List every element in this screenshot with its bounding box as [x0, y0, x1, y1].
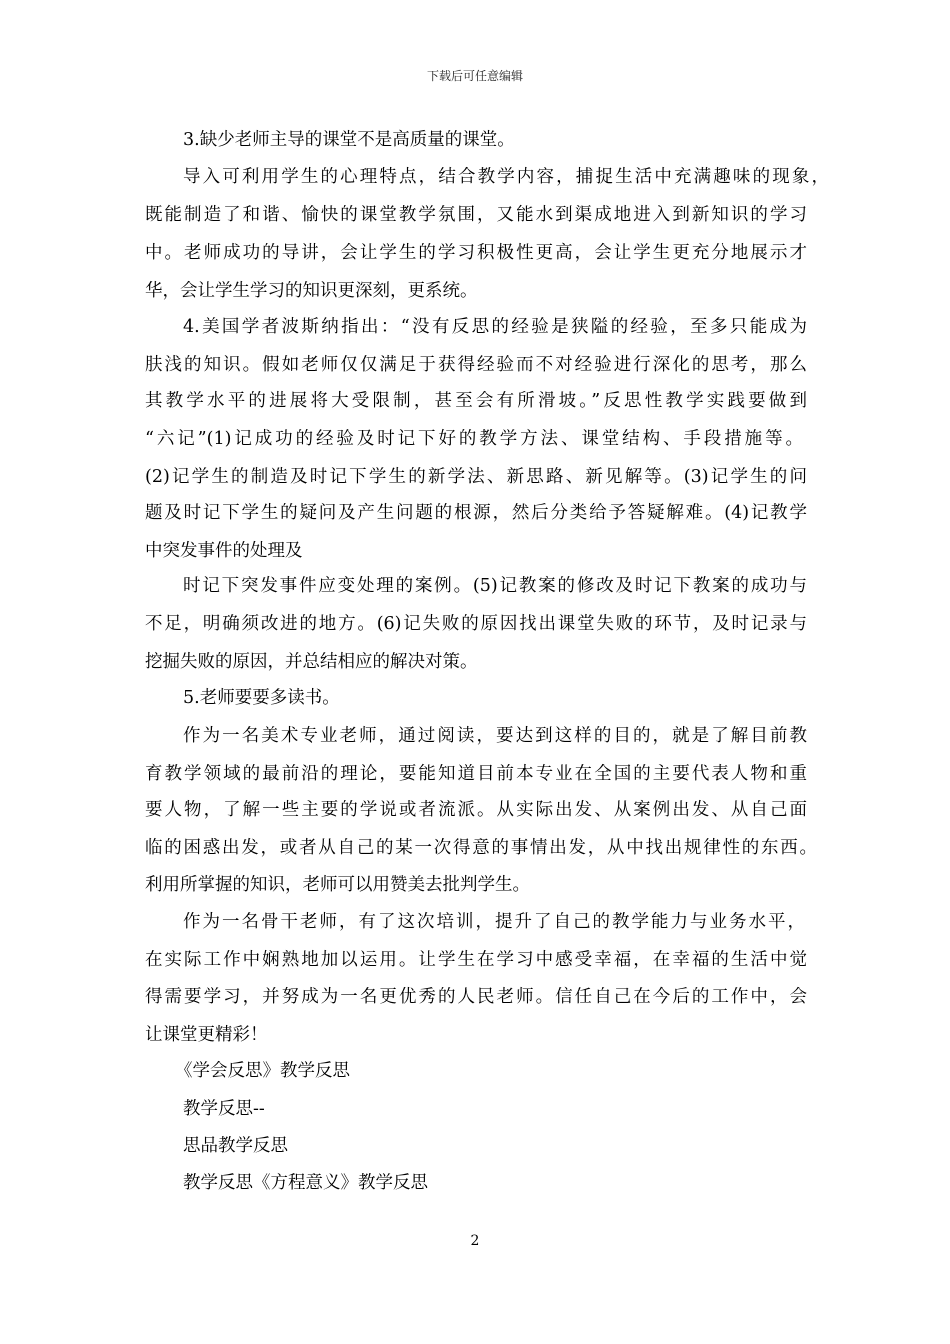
text-line: 导入可利用学生的心理特点，结合教学内容，捕捉生活中充满趣味的现象，: [183, 167, 829, 187]
text-line: 中突发事件的处理及: [145, 541, 303, 561]
text-line: 《学会反思》教学反思: [175, 1061, 350, 1081]
text-line: 作为一名骨干老师，有了这次培训，提升了自己的教学能力与业务水平，: [183, 912, 805, 932]
text-line: 其教学水平的进展将大受限制，甚至会有所滑坡。”反思性教学实践要做到: [145, 391, 807, 411]
text-line: 题及时记下学生的疑问及产生问题的根源，然后分类给予答疑解难。(4)记教学: [145, 503, 807, 523]
text-line: 要人物，了解一些主要的学说或者流派。从实际出发、从案例出发、从自己面: [145, 800, 807, 820]
text-line: 不足，明确须改进的地方。(6)记失败的原因找出课堂失败的环节，及时记录与: [145, 614, 807, 634]
text-line: 挖掘失败的原因，并总结相应的解决对策。: [145, 652, 478, 672]
text-line: 中。老师成功的导讲，会让学生的学习积极性更高，会让学生更充分地展示才: [145, 243, 807, 263]
text-line: 华，会让学生学习的知识更深刻，更系统。: [145, 281, 478, 301]
text-line: 5.老师要要多读书。: [183, 688, 340, 708]
text-line: 育教学领域的最前沿的理论，要能知道目前本专业在全国的主要代表人物和重: [145, 764, 807, 784]
text-line: 肤浅的知识。假如老师仅仅满足于获得经验而不对经验进行深化的思考，那么: [145, 355, 807, 375]
page-number: 2: [470, 1233, 480, 1249]
text-line: 既能制造了和谐、愉快的课堂教学氛围，又能水到渠成地进入到新知识的学习: [145, 205, 807, 225]
text-line: 时记下突发事件应变处理的案例。(5)记教案的修改及时记下教案的成功与: [183, 576, 807, 596]
text-line: 临的困惑出发，或者从自己的某一次得意的事情出发，从中找出规律性的东西。: [145, 838, 817, 858]
text-line: 思品教学反思: [183, 1136, 288, 1156]
text-line: (2)记学生的制造及时记下学生的新学法、新思路、新见解等。(3)记学生的问: [145, 467, 807, 487]
text-line: 4.美国学者波斯纳指出：“没有反思的经验是狭隘的经验，至多只能成为: [183, 317, 807, 337]
text-line: 作为一名美术专业老师，通过阅读，要达到这样的目的，就是了解目前教: [183, 726, 807, 746]
text-line: 3.缺少老师主导的课堂不是高质量的课堂。: [183, 130, 515, 150]
text-line: 得需要学习，并努成为一名更优秀的人民老师。信任自己在今后的工作中，会: [145, 987, 807, 1007]
text-line: 教学反思《方程意义》教学反思: [183, 1173, 428, 1193]
text-line: 利用所掌握的知识，老师可以用赞美去批判学生。: [145, 875, 530, 895]
text-line: 让课堂更精彩！: [145, 1025, 268, 1045]
text-line: 教学反思--: [183, 1099, 265, 1119]
page-header: 下载后可任意编辑: [426, 69, 523, 83]
text-line: 在实际工作中娴熟地加以运用。让学生在学习中感受幸福，在幸福的生活中觉: [145, 950, 807, 970]
text-line: “六记”(1)记成功的经验及时记下好的教学方法、课堂结构、手段措施等。: [145, 429, 803, 449]
